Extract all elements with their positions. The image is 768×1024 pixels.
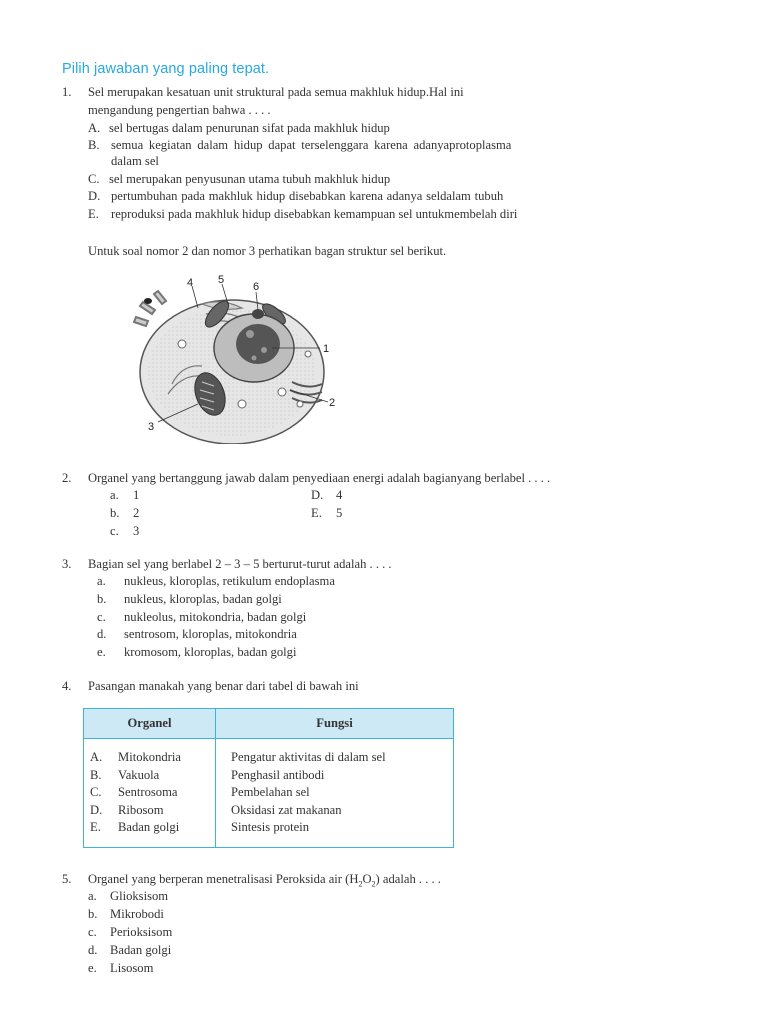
option-text: 5	[336, 506, 343, 520]
option-letter: E.	[311, 506, 322, 520]
option-text: dalam sel	[111, 154, 159, 168]
row-letter: C.	[90, 785, 102, 800]
diagram-label-2: 2	[329, 397, 336, 409]
option-letter: A.	[88, 121, 101, 135]
fungsi-cell: Sintesis protein	[231, 820, 310, 835]
option-text: nukleus, kloroplas, retikulum endoplasma	[124, 574, 335, 588]
option-text: Perioksisom	[110, 925, 173, 939]
diagram-label-4: 4	[187, 277, 194, 289]
option-text: Badan golgi	[110, 943, 172, 957]
granule	[144, 298, 152, 304]
question-number: 5.	[62, 872, 72, 886]
option-text: 4	[336, 488, 343, 502]
organel-cell: Badan golgi	[118, 820, 180, 835]
organel-cell: Ribosom	[118, 802, 164, 817]
question-text: Bagian sel yang berlabel 2 – 3 – 5 berturut-turut adalah . . . .	[88, 557, 392, 571]
fungsi-cell: Pembelahan sel	[231, 785, 310, 800]
organel-cell: Sentrosoma	[118, 785, 178, 800]
option-letter: b.	[110, 506, 120, 520]
option-letter: b.	[88, 907, 98, 921]
table-row	[84, 784, 215, 802]
option-letter: b.	[97, 592, 107, 606]
fungsi-column	[216, 739, 454, 848]
option-letter: e.	[88, 961, 97, 975]
fungsi-cell: Penghasil antibodi	[231, 767, 325, 782]
option-letter: B.	[88, 138, 100, 152]
fungsi-cell: Pengatur aktivitas di dalam sel	[231, 750, 386, 764]
option-letter: a.	[97, 574, 106, 588]
option-text: sel merupakan penyusunan utama tubuh makhluk hidup	[109, 172, 391, 186]
option-text: sentrosom, kloroplas, mitokondria	[124, 627, 297, 641]
organel-function-table	[83, 708, 454, 848]
option-text: reproduksi pada makhluk hidup disebabkan kemampuan sel untukmembelah diri	[111, 207, 518, 221]
option-text: Lisosom	[110, 961, 154, 975]
animal-cell-diagram	[132, 274, 362, 444]
microvilli	[134, 291, 166, 326]
option-text: nukleolus, mitokondria, badan golgi	[124, 610, 307, 624]
question-text: Organel yang berperan menetralisasi Peroksida air $(H_2O_2)$ adalah . . . .	[88, 872, 441, 889]
option-letter: E.	[88, 207, 99, 221]
option-letter: c.	[88, 925, 97, 939]
table-row	[84, 819, 215, 837]
row-letter: E.	[90, 820, 101, 835]
option-letter: c.	[110, 524, 119, 538]
option-text: 2	[133, 506, 140, 520]
option-letter: D.	[88, 189, 101, 203]
row-letter: A.	[90, 750, 103, 764]
option-text: kromosom, kloroplas, badan golgi	[124, 645, 297, 659]
fungsi-cell: Oksidasi zat makanan	[231, 802, 342, 817]
question-number: 4.	[62, 679, 72, 693]
option-letter: d.	[88, 943, 98, 957]
question-text: Pasangan manakah yang benar dari tabel di bawah ini	[88, 679, 359, 693]
diagram-label-3: 3	[148, 421, 155, 433]
question-text: Sel merupakan kesatuan unit struktural pada semua makhluk hidup.Hal ini	[88, 85, 464, 99]
table-row	[84, 802, 215, 820]
table-header-organel: Organel	[84, 709, 216, 739]
option-letter: C.	[88, 172, 100, 186]
option-text: sel bertugas dalam penurunan sifat pada makhluk hidup	[109, 121, 390, 135]
option-text: Mikrobodi	[110, 907, 164, 921]
organel-cell: Vakuola	[118, 767, 160, 782]
diagram-label-6: 6	[253, 281, 260, 293]
diagram-label-1: 1	[323, 343, 330, 355]
table-row	[84, 749, 215, 767]
table-row	[84, 767, 215, 785]
question-text: Organel yang bertanggung jawab dalam penyediaan energi adalah bagianyang berlabel . . . .	[88, 471, 551, 485]
row-letter: D.	[90, 802, 103, 817]
diagram-label-5: 5	[218, 274, 225, 286]
organel-column	[84, 739, 216, 848]
option-letter: c.	[97, 610, 106, 624]
question-number: 2.	[62, 471, 72, 485]
nucleolus	[252, 309, 264, 319]
option-letter: d.	[97, 627, 107, 641]
option-letter: a.	[110, 488, 119, 502]
option-text: 3	[133, 524, 140, 538]
instruction-text: Untuk soal nomor 2 dan nomor 3 perhatikan bagan struktur sel berikut.	[88, 244, 447, 258]
option-letter: a.	[88, 889, 97, 903]
organel-cell: Mitokondria	[118, 750, 181, 764]
option-text: pertumbuhan pada makhluk hidup disebabkan karena adanya seldalam tubuh	[111, 189, 504, 203]
question-text: mengandung pengertian bahwa . . . .	[88, 103, 271, 117]
page-heading: Pilih jawaban yang paling tepat.	[62, 61, 270, 77]
option-text: 1	[133, 488, 140, 502]
option-letter: D.	[311, 488, 324, 502]
question-number: 1.	[62, 85, 72, 99]
row-letter: B.	[90, 767, 102, 782]
option-text: Glioksisom	[110, 889, 169, 903]
question-number: 3.	[62, 557, 72, 571]
option-text: nukleus, kloroplas, badan golgi	[124, 592, 282, 606]
option-text: semua kegiatan dalam hidup dapat terselenggara karena adanyaprotoplasma	[111, 138, 512, 152]
table-header-fungsi: Fungsi	[216, 709, 454, 739]
option-letter: e.	[97, 645, 106, 659]
